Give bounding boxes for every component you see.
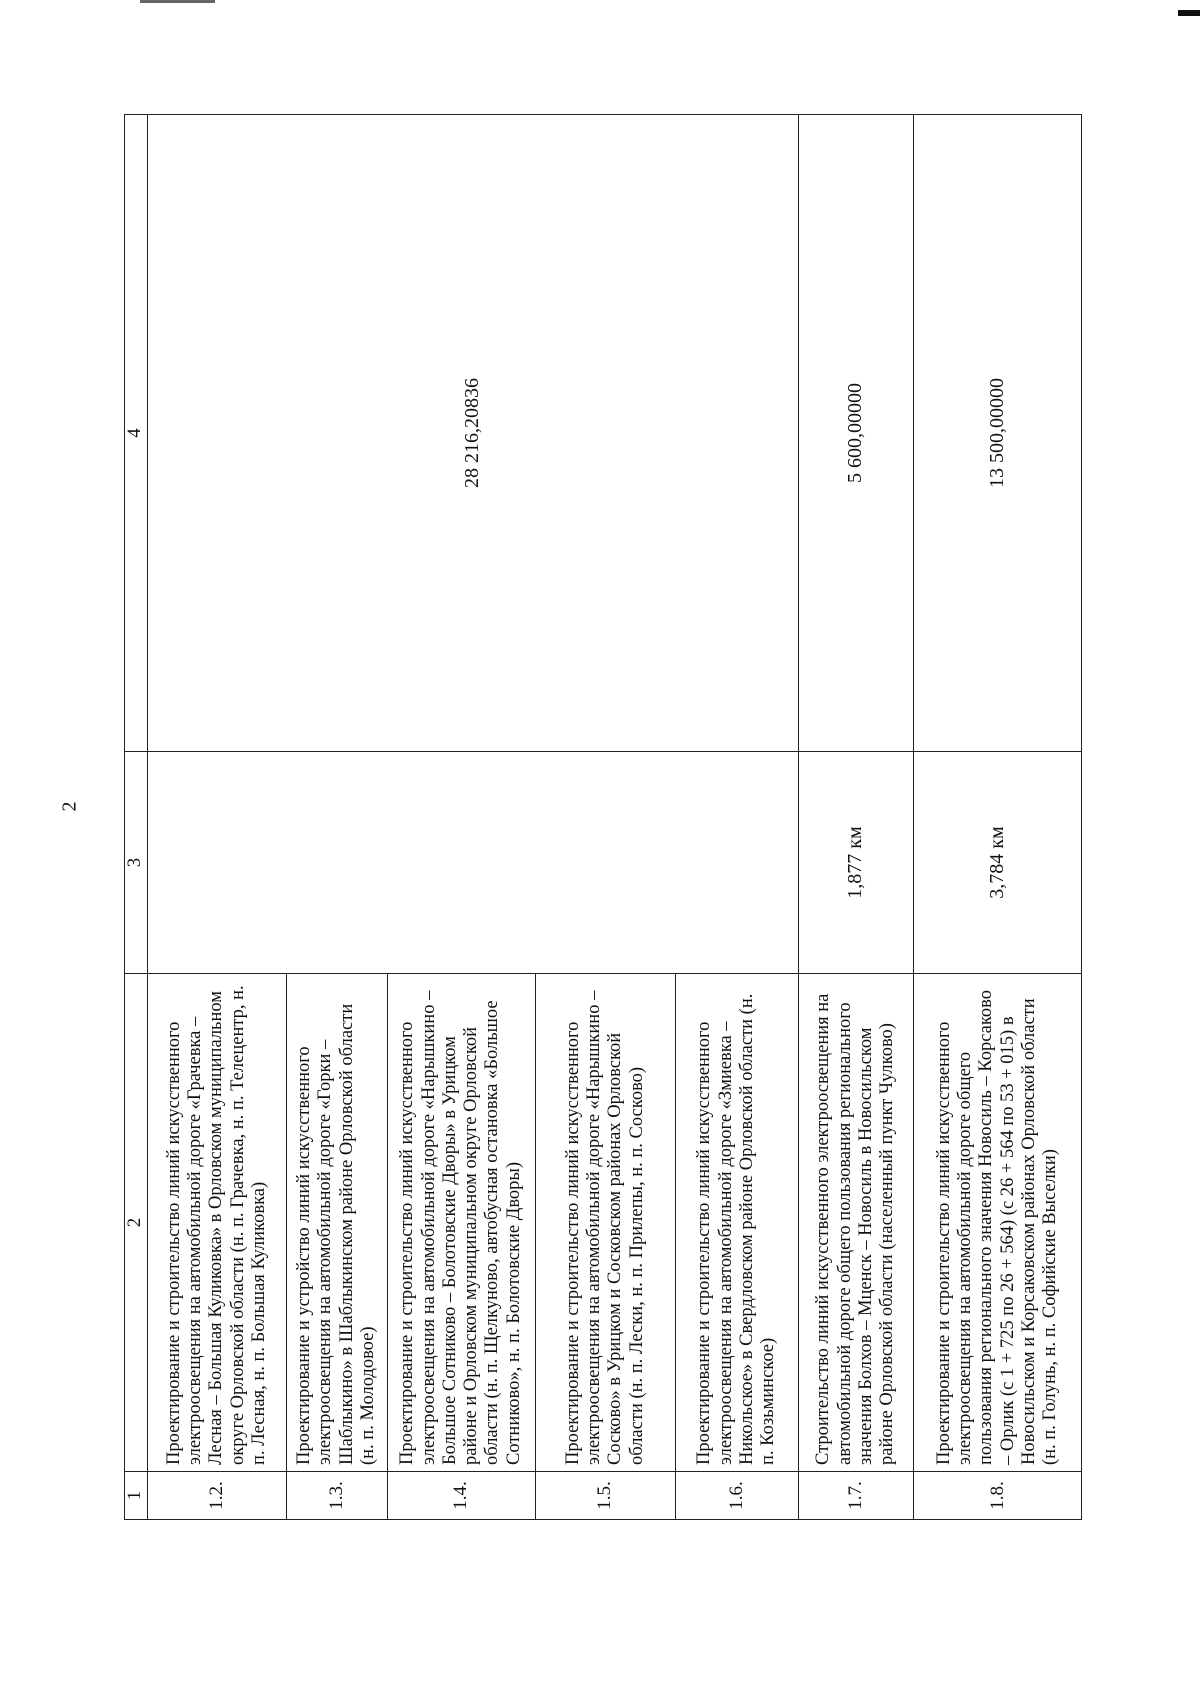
row-cost: 28 216,20836 [148,115,799,752]
row-length: 1,877 км [798,752,913,974]
row-cost: 5 600,00000 [798,115,913,752]
row-number: 1.7. [798,1472,913,1520]
row-length: 3,784 км [914,752,1082,974]
row-number: 1.2. [148,1472,287,1520]
rotated-table-container [124,115,1082,1520]
row-number: 1.8. [914,1472,1082,1520]
row-description: Строительство линий искусственного электроосвещения на автомобильной дороге общего пользования регионального значения Болхов – Мценск – Новосиль в Новосильском районе Орловской области (населенный пункт Чулково) [798,974,913,1472]
header-col-2: 2 [125,974,148,1472]
page-number: 2 [58,801,81,812]
table-row [148,115,287,1520]
row-length [148,752,799,974]
row-number: 1.3. [286,1472,387,1520]
table-row [914,115,1082,1520]
row-description: Проектирование и строительство линий искусственного электроосвещения на автомобильной дороге «Змиевка – Никольское» в Свердловском районе Орловской области (н. п. Козьминское) [675,974,798,1472]
header-col-4: 4 [125,115,148,752]
row-description: Проектирование и строительство линий искусственного электроосвещения на автомобильной дороге «Нарышкино – Сосково» в Урицком и Сосковском районах Орловской области (н. п. Лески, н. п. Прилепы, н. п. Сосково) [535,974,675,1472]
row-description: Проектирование и строительство линий искусственного электроосвещения на автомобильной дороге «Нарышкино – Большое Сотниково – Болотовские Дворы» в Урицком районе и Орловском муниципальном округе Орловской области (н. п. Щелкуново, автобусная остановка «Большое Сотниково», н. п. Болотовские Дворы) [387,974,535,1472]
header-row [125,115,148,1520]
table-row [798,115,913,1520]
row-number: 1.5. [535,1472,675,1520]
row-number: 1.6. [675,1472,798,1520]
row-description: Проектирование и строительство линий искусственного электроосвещения на автомобильной дороге общего пользования регионального значения Новосиль – Корсаково – Орлик (с 1 + 725 по 26 + 564) (с 26 + 564 по 53 + 015) в Новосильском и Корсаковском районах Орловской области (н. п. Голунь, н. п. Софийские Выселки) [914,974,1082,1472]
header-col-3: 3 [125,752,148,974]
header-col-1: 1 [125,1472,148,1520]
row-description: Проектирование и устройство линий искусственного электроосвещения на автомобильной дороге «Горки – Шаблыкино» в Шаблыкинском районе Орловской области (н. п. Молодовое) [286,974,387,1472]
row-description: Проектирование и строительство линий искусственного электроосвещения на автомобильной дороге «Грачевка – Лесная – Большая Куликовка» в Орловском муниципальном округе Орловской области (н. п. Грачевка, н. п. Телецентр, н. п. Лесная, н. п. Большая Куликовка) [148,974,287,1472]
scan-mark-top [140,0,215,3]
row-cost: 13 500,00000 [914,115,1082,752]
projects-table [124,114,1082,1520]
scan-mark-right [1178,10,1200,16]
row-number: 1.4. [387,1472,535,1520]
